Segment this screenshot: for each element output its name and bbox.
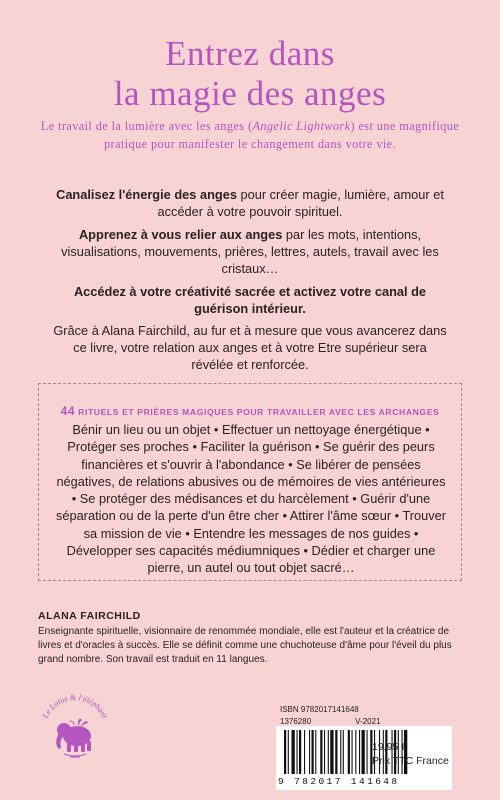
isbn-code-left: 1376280 bbox=[280, 717, 312, 726]
title-line-2: la magie des anges bbox=[113, 74, 387, 113]
paragraph-connect-rest: par les mots, intentions, visualisations, mouvements, prières, lettres, autels, travail avec les cristaux… bbox=[61, 227, 439, 277]
author-name: ALANA FAIRCHILD bbox=[38, 610, 141, 622]
paragraph-channel bbox=[52, 186, 448, 220]
isbn-block bbox=[280, 704, 381, 728]
publisher-logo-text: Le Lotus & l'éléphant bbox=[40, 692, 110, 720]
price-block bbox=[372, 740, 449, 768]
intro-part-1: Le travail de la lumière avec les anges ( bbox=[40, 119, 253, 133]
rituals-box-title bbox=[39, 404, 461, 418]
paragraph-channel-rest: pour créer magie, lumière, amour et accéder à votre pouvoir spirituel. bbox=[157, 187, 444, 220]
intro-italic: Angelic Lightwork bbox=[252, 119, 351, 133]
book-title bbox=[0, 34, 500, 114]
paragraph-connect bbox=[52, 226, 448, 278]
paragraph-creativity-bold: Accédez à votre créativité sacrée et activez votre canal de guérison intérieur. bbox=[73, 284, 427, 317]
publisher-logo bbox=[34, 684, 116, 766]
paragraph-author-intro: Grâce à Alana Fairchild, au fur et à mesure que vous avancerez dans ce livre, votre relation aux anges et à votre Etre supérieur sera révélée et renforcée. bbox=[53, 323, 447, 373]
elephant-icon bbox=[34, 684, 116, 766]
barcode-digits: 9 782017 141648 bbox=[278, 776, 400, 787]
author-bio: Enseignante spirituelle, visionnaire de renommée mondiale, elle est l'auteur et la créatrice de livres et d'oracles à succès. Elle se définit comme une chuchoteuse d'âme pour l'éveil du plus grand nombre. Son travail est traduit en 11 langues. bbox=[38, 626, 452, 666]
isbn-code-right: V-2021 bbox=[355, 717, 381, 726]
title-line-1: Entrez dans bbox=[165, 34, 335, 73]
price-amount: 19,95 € bbox=[372, 741, 408, 753]
price-label: Prix TTC France bbox=[372, 755, 449, 767]
rituals-count: 44 bbox=[60, 404, 76, 418]
isbn-number: ISBN 9782017141648 bbox=[280, 705, 359, 714]
rituals-box bbox=[38, 383, 462, 581]
svg-text:Le Lotus & l'éléphant bbox=[40, 693, 109, 721]
rituals-title-text: RITUELS ET PRIÈRES MAGIQUES POUR TRAVAILLER AVEC LES ARCHANGES bbox=[75, 407, 440, 417]
paragraph-channel-bold: Canalisez l'énergie des anges bbox=[56, 187, 237, 202]
paragraph-creativity bbox=[52, 283, 448, 317]
paragraph-connect-bold: Apprenez à vous relier aux anges bbox=[78, 227, 283, 242]
rituals-list: Bénir un lieu ou un objet • Effectuer un nettoyage énergétique • Protéger ses proches • Faciliter la guérison • Se guérir des peurs financières et s'ouvrir à l'abondance • Se libérer de pensées négatives, de relations abusives ou de mémoires de vies antérieures • Se protéger des médisances et du harcèlement • Guérir d'une séparation ou de la perte d'un être cher • Attirer l'âme sœur • Trouver sa mission de vie • Entendre les messages de nos guides • Développer ses capacités médiumniques • Dédier et charger une pierre, un autel ou tout objet sacré… bbox=[55, 422, 447, 576]
intro-text bbox=[30, 117, 470, 153]
intro-part-2: ) est une magnifique pratique pour manifester le changement dans votre vie. bbox=[103, 119, 460, 151]
